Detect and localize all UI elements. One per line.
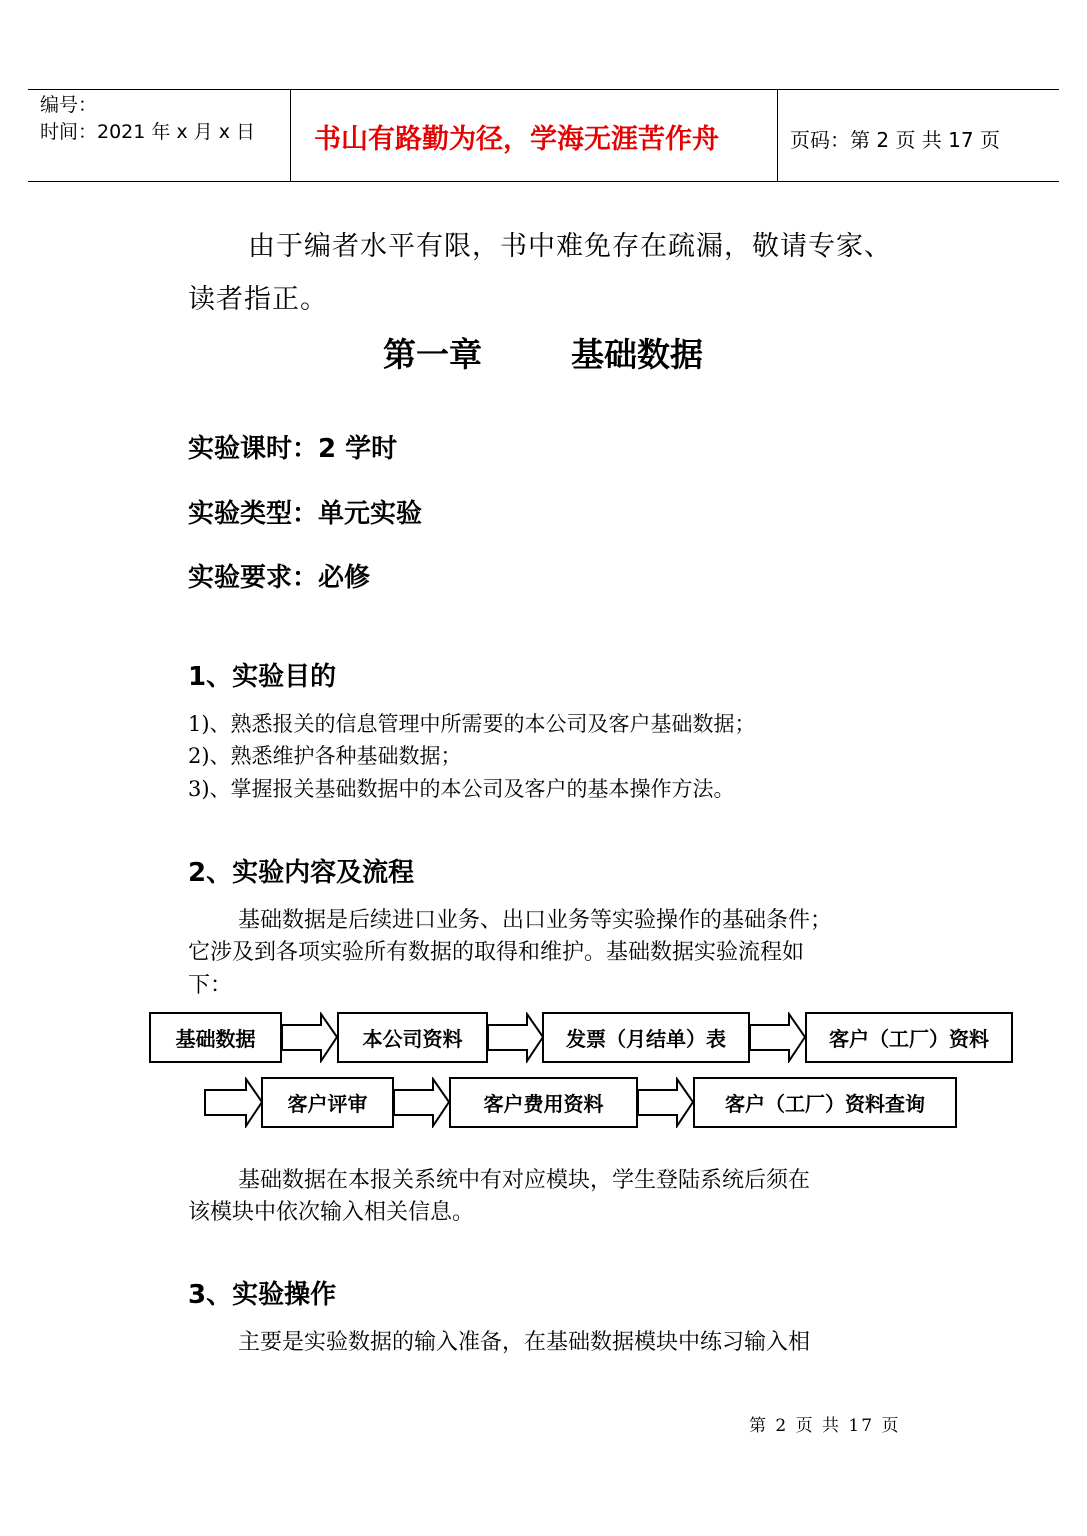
section-2-outro-line: 基础数据在本报关系统中有对应模块，学生登陆系统后须在: [238, 1168, 811, 1193]
section-3-line: 主要是实验数据的输入准备，在基础数据模块中练习输入相: [238, 1330, 811, 1355]
flow-arrow-icon: [281, 1012, 339, 1063]
flow-box-customer-query: 客户（工厂）资料查询: [693, 1077, 957, 1128]
section-3-title: 3、实验操作: [188, 1280, 337, 1310]
section-2-intro-line: 下：: [188, 973, 233, 998]
flow-box-company-info: 本公司资料: [337, 1012, 488, 1063]
section-2-outro-line: 该模块中依次输入相关信息。: [188, 1200, 475, 1225]
flow-box-customer-fees: 客户费用资料: [449, 1077, 638, 1128]
flow-box-customer-review: 客户评审: [261, 1077, 394, 1128]
section-1-item: 2)、熟悉维护各种基础数据；: [188, 744, 462, 768]
section-1-title: 1、实验目的: [188, 662, 337, 692]
section-1-item: 3)、掌握报关基础数据中的本公司及客户的基本操作方法。: [188, 777, 735, 801]
header-time-label: 时间：2021 年 x 月 x 日: [40, 121, 256, 143]
section-2-title: 2、实验内容及流程: [188, 858, 415, 888]
flow-arrow-icon: [204, 1077, 264, 1128]
section-2-intro-line: 它涉及到各项实验所有数据的取得和维护。基础数据实验流程如: [188, 940, 805, 965]
preface-line-1: 由于编者水平有限，书中难免存在疏漏，敬请专家、: [248, 231, 892, 262]
header-top-rule: [28, 89, 1059, 90]
info-requirement: 实验要求：必修: [188, 563, 371, 593]
info-hours: 实验课时：2 学时: [188, 434, 398, 464]
header-divider-left: [290, 89, 291, 182]
flow-arrow-icon: [637, 1077, 695, 1128]
header-motto: 书山有路勤为径，学海无涯苦作舟: [314, 124, 719, 155]
preface-line-2: 读者指正。: [188, 284, 328, 315]
header-number-label: 编号：: [40, 94, 98, 116]
chapter-title: 基础数据: [571, 335, 703, 374]
header-divider-right: [777, 89, 778, 182]
section-1-item: 1)、熟悉报关的信息管理中所需要的本公司及客户基础数据；: [188, 712, 756, 736]
flow-arrow-icon: [749, 1012, 807, 1063]
flow-box-invoice: 发票（月结单）表: [542, 1012, 750, 1063]
flow-box-customer-info: 客户（工厂）资料: [805, 1012, 1013, 1063]
flow-arrow-icon: [393, 1077, 451, 1128]
chapter-number: 第一章: [383, 335, 482, 374]
header-bottom-rule: [28, 181, 1059, 182]
section-2-intro-line: 基础数据是后续进口业务、出口业务等实验操作的基础条件；: [238, 908, 833, 933]
footer-page-number: 第 2 页 共 17 页: [749, 1416, 901, 1436]
flow-box-basic-data: 基础数据: [149, 1012, 282, 1063]
info-type: 实验类型：单元实验: [188, 499, 423, 529]
flow-arrow-icon: [487, 1012, 545, 1063]
header-page-info: 页码：第 2 页 共 17 页: [790, 128, 1000, 152]
